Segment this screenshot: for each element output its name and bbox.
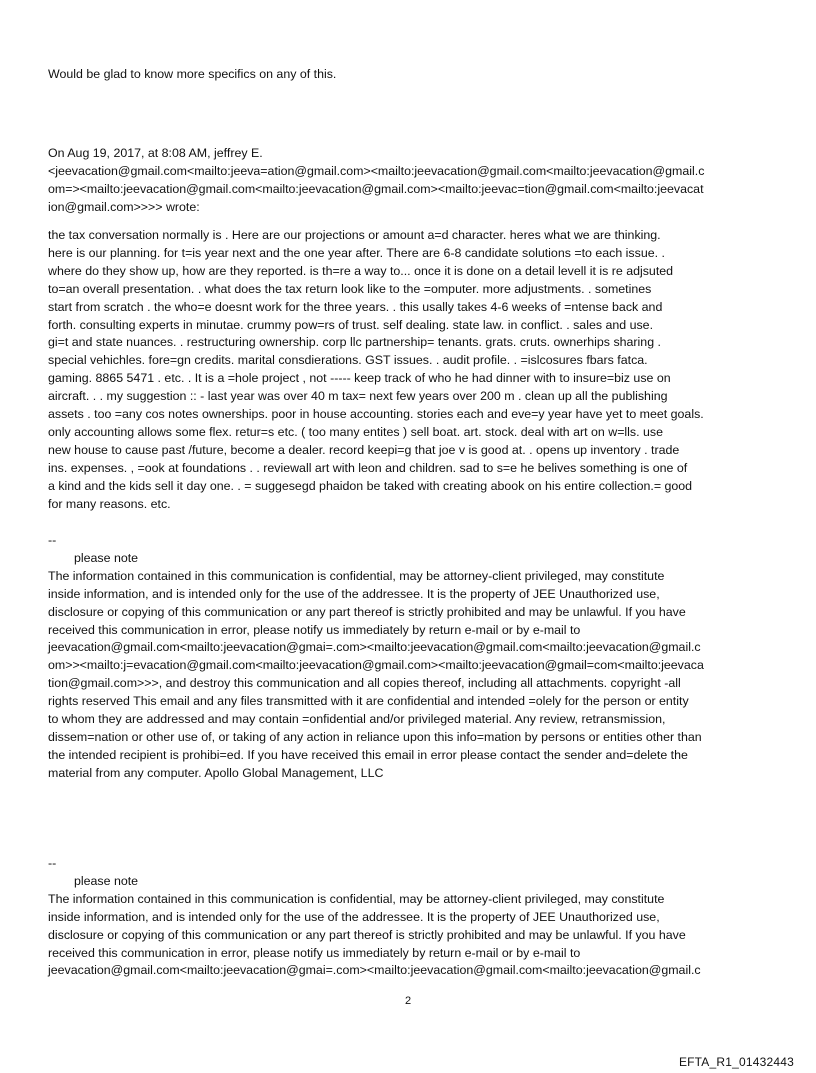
- body-line: new house to cause past /future, become a dealer. record keepi=g that joe v is good at. . opens up inventory . trade: [48, 442, 680, 457]
- page-number: 2: [404, 995, 412, 1007]
- disclaimer-line: material from any computer. Apollo Global Management, LLC: [48, 765, 384, 780]
- quoted-body: [48, 227, 770, 514]
- disclaimer-line: the intended recipient is prohibi=ed. If you have received this email in error please contact the sender and=delete the: [48, 747, 688, 762]
- disclaimer-line: inside information, and is intended only for the use of the addressee. It is the property of JEE Unauthorized use,: [48, 586, 660, 601]
- disclaimer-line: tion@gmail.com>>>, and destroy this communication and all copies thereof, including all attachments. copyright -all: [48, 676, 681, 691]
- body-line: to=an overall presentation. . what does the tax return look like to the =omputer. more adjustments. . sometines: [48, 281, 652, 296]
- intro-line: Would be glad to know more specifics on any of this.: [48, 67, 337, 81]
- disclaimer-block-1: [48, 532, 770, 783]
- body-line: forth. consulting experts in minutae. crummy pow=rs of trust. self dealing. state law. in conflict. . sales and use.: [48, 317, 654, 332]
- disclaimer-line: received this communication in error, please notify us immediately by return e-mail or by e-mail to: [48, 945, 581, 960]
- disclaimer-line: received this communication in error, please notify us immediately by return e-mail or by e-mail to: [48, 622, 581, 637]
- quote-header: [48, 145, 770, 217]
- disclaimer-line: rights reserved This email and any files transmitted with it are confidential and intended =olely for the person or entity: [48, 694, 689, 709]
- disclaimer-block-2: [48, 855, 770, 980]
- quote-header-line: ion@gmail.com>>>> wrote:: [48, 199, 200, 214]
- body-line: a kind and the kids sell it day one. . = suggesegd phaidon be taked with creating abook on his entire collection.= good: [48, 478, 693, 493]
- body-line: gi=t and state nuances. . restructuring ownership. corp llc partnership= tenants. grats. cruts. ownerhips sharing .: [48, 335, 661, 350]
- body-line: ins. expenses. , =ook at foundations . . reviewall art with leon and children. sad to s=e he belives something is one of: [48, 460, 688, 475]
- disclaimer-line: om>><mailto:j=evacation@gmail.com<mailto:jeevacation@gmail.com><mailto:jeevacation@gmail=com<mailto:jeevaca: [48, 658, 704, 673]
- body-line: where do they show up, how are they reported. is th=re a way to... once it is done on a detail levell it is re adjsuted: [48, 263, 674, 278]
- body-line: special vehichles. fore=gn credits. marital consdierations. GST issues. . audit profile. . =islcosures fbars fatca.: [48, 353, 648, 368]
- disclaimer-line: disclosure or copying of this communication or any part thereof is strictly prohibited and may be unlawful. If you have: [48, 604, 686, 619]
- body-line: only accounting allows some flex. retur=s etc. ( too many entites ) sell boat. art. stock. deal with art on w=lls. use: [48, 424, 663, 439]
- bates-number: EFTA_R1_01432443: [678, 1055, 794, 1069]
- intro-paragraph: [48, 66, 770, 84]
- body-line: start from scratch . the who=e doesnt work for the three years. . this usally takes 4-6 weeks of =ntense back and: [48, 299, 663, 314]
- disclaimer-line: The information contained in this communication is confidential, may be attorney-client privileged, may constitute: [48, 568, 665, 583]
- disclaimer-heading: please note: [74, 550, 139, 565]
- quote-header-line: <jeevacation@gmail.com<mailto:jeeva=ation@gmail.com><mailto:jeevacation@gmail.com<mailto:jeevacation@gmail.c: [48, 163, 705, 178]
- disclaimer-heading: please note: [74, 873, 139, 888]
- disclaimer-line: disclosure or copying of this communication or any part thereof is strictly prohibited and may be unlawful. If you have: [48, 927, 686, 942]
- body-line: assets . too =any cos notes ownerships. poor in house accounting. stories each and eve=y year have yet to meet goals.: [48, 407, 704, 422]
- body-line: aircraft. . . my suggestion :: - last year was over 40 m tax= next few years over 200 m . clean up all the publishing: [48, 389, 668, 404]
- body-line: here is our planning. for t=is year next and the one year after. There are 6-8 candidate solutions =to each issue. .: [48, 245, 665, 260]
- quote-header-line: On Aug 19, 2017, at 8:08 AM, jeffrey E.: [48, 146, 263, 160]
- disclaimer-line: inside information, and is intended only for the use of the addressee. It is the property of JEE Unauthorized use,: [48, 909, 660, 924]
- quote-header-line: om=><mailto:jeevacation@gmail.com<mailto:jeevacation@gmail.com><mailto:jeevac=tion@gmail.com<mailto:jeevacat: [48, 181, 704, 196]
- disclaimer-line: The information contained in this communication is confidential, may be attorney-client privileged, may constitute: [48, 891, 665, 906]
- body-line: for many reasons. etc.: [48, 496, 171, 511]
- disclaimer-line: to whom they are addressed and may contain =onfidential and/or privileged material. Any review, retransmission,: [48, 712, 666, 727]
- body-line: gaming. 8865 5471 . etc. . It is a =hole project , not ----- keep track of who he had dinner with to insure=biz use on: [48, 371, 671, 386]
- body-line: the tax conversation normally is . Here are our projections or amount a=d character. heres what we are thinking.: [48, 228, 661, 242]
- disclaimer-line: jeevacation@gmail.com<mailto:jeevacation@gmai=.com><mailto:jeevacation@gmail.com<mailto:jeevacation@gmail.c: [48, 640, 701, 655]
- signature-separator: --: [48, 533, 57, 547]
- disclaimer-line: dissem=nation or other use of, or taking of any action in reliance upon this info=mation by persons or entities other than: [48, 729, 702, 744]
- disclaimer-line: jeevacation@gmail.com<mailto:jeevacation@gmai=.com><mailto:jeevacation@gmail.com<mailto:jeevacation@gmail.c: [48, 963, 701, 978]
- signature-separator: --: [48, 856, 57, 870]
